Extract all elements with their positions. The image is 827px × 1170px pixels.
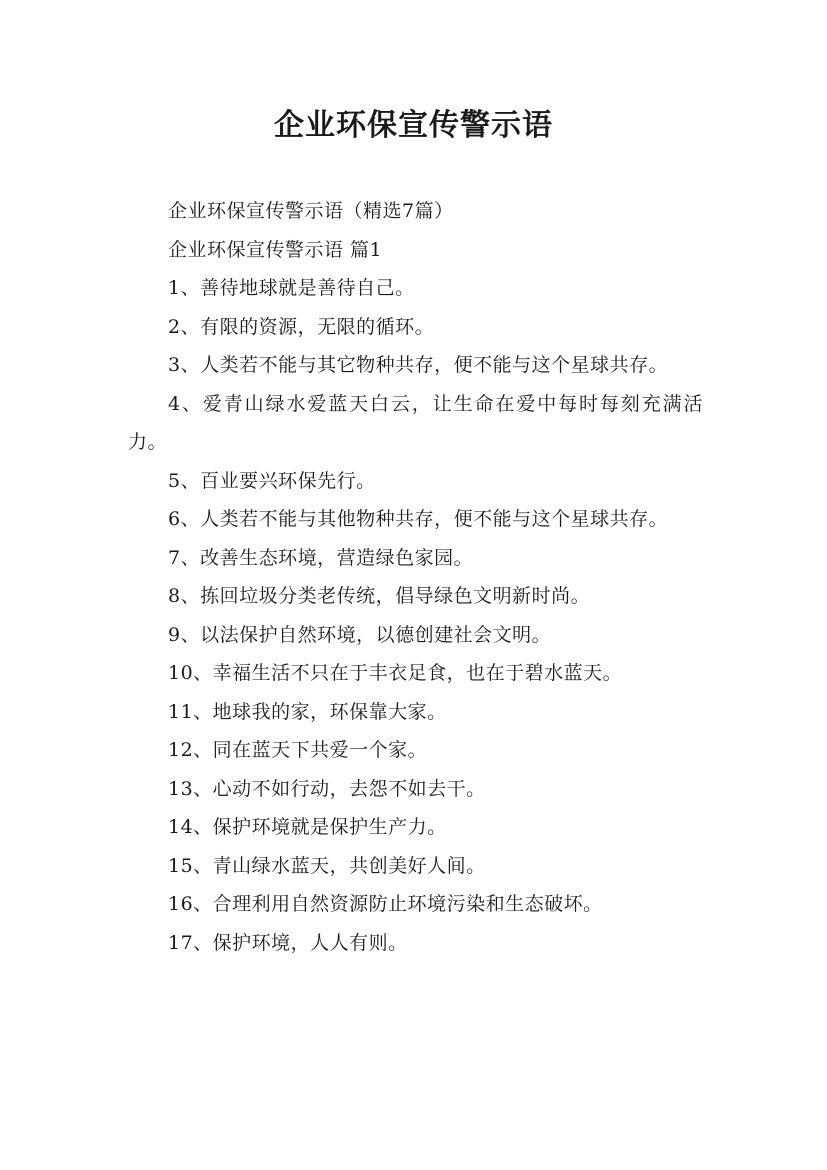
slogan-item: 13、心动不如行动，去怨不如去干。 [168,777,486,800]
slogan-item: 11、地球我的家，环保靠大家。 [168,700,447,723]
slogan-item: 8、拣回垃圾分类老传统，倡导绿色文明新时尚。 [168,585,591,607]
slogan-item: 17、保护环境，人人有则。 [168,931,408,954]
document-title: 企业环保宣传警示语 [274,108,553,143]
slogan-item: 3、人类若不能与其它物种共存，便不能与这个星球共存。 [168,354,669,376]
slogan-item: 9、以法保护自然环境，以德创建社会文明。 [168,623,552,646]
slogan-item: 7、改善生态环境，营造绿色家园。 [168,546,474,569]
document-body [128,192,703,962]
slogan-item: 5、百业要兴环保先行。 [168,469,376,492]
slogan-item: 10、幸福生活不只在于丰衣足食，也在于碧水蓝天。 [168,662,623,684]
slogan-item: 2、有限的资源，无限的循环。 [168,315,435,338]
slogan-item: 1、善待地球就是善待自己。 [168,277,415,299]
slogan-item: 16、合理利用自然资源防止环境污染和生态破坏。 [168,893,603,915]
slogan-item: 14、保护环境就是保护生产力。 [168,816,447,838]
paragraph-section-heading: 企业环保宣传警示语 篇1 [168,238,383,261]
paragraph-subtitle: 企业环保宣传警示语（精选7篇） [168,200,454,222]
slogan-item: 6、人类若不能与其他物种共存，便不能与这个星球共存。 [168,508,669,530]
slogan-item: 15、青山绿水蓝天，共创美好人间。 [168,854,486,877]
slogan-item: 4、爱青山绿水爱蓝天白云，让生命在爱中每时每刻充满活力。 [128,392,703,453]
slogan-item: 12、同在蓝天下共爱一个家。 [168,739,428,761]
